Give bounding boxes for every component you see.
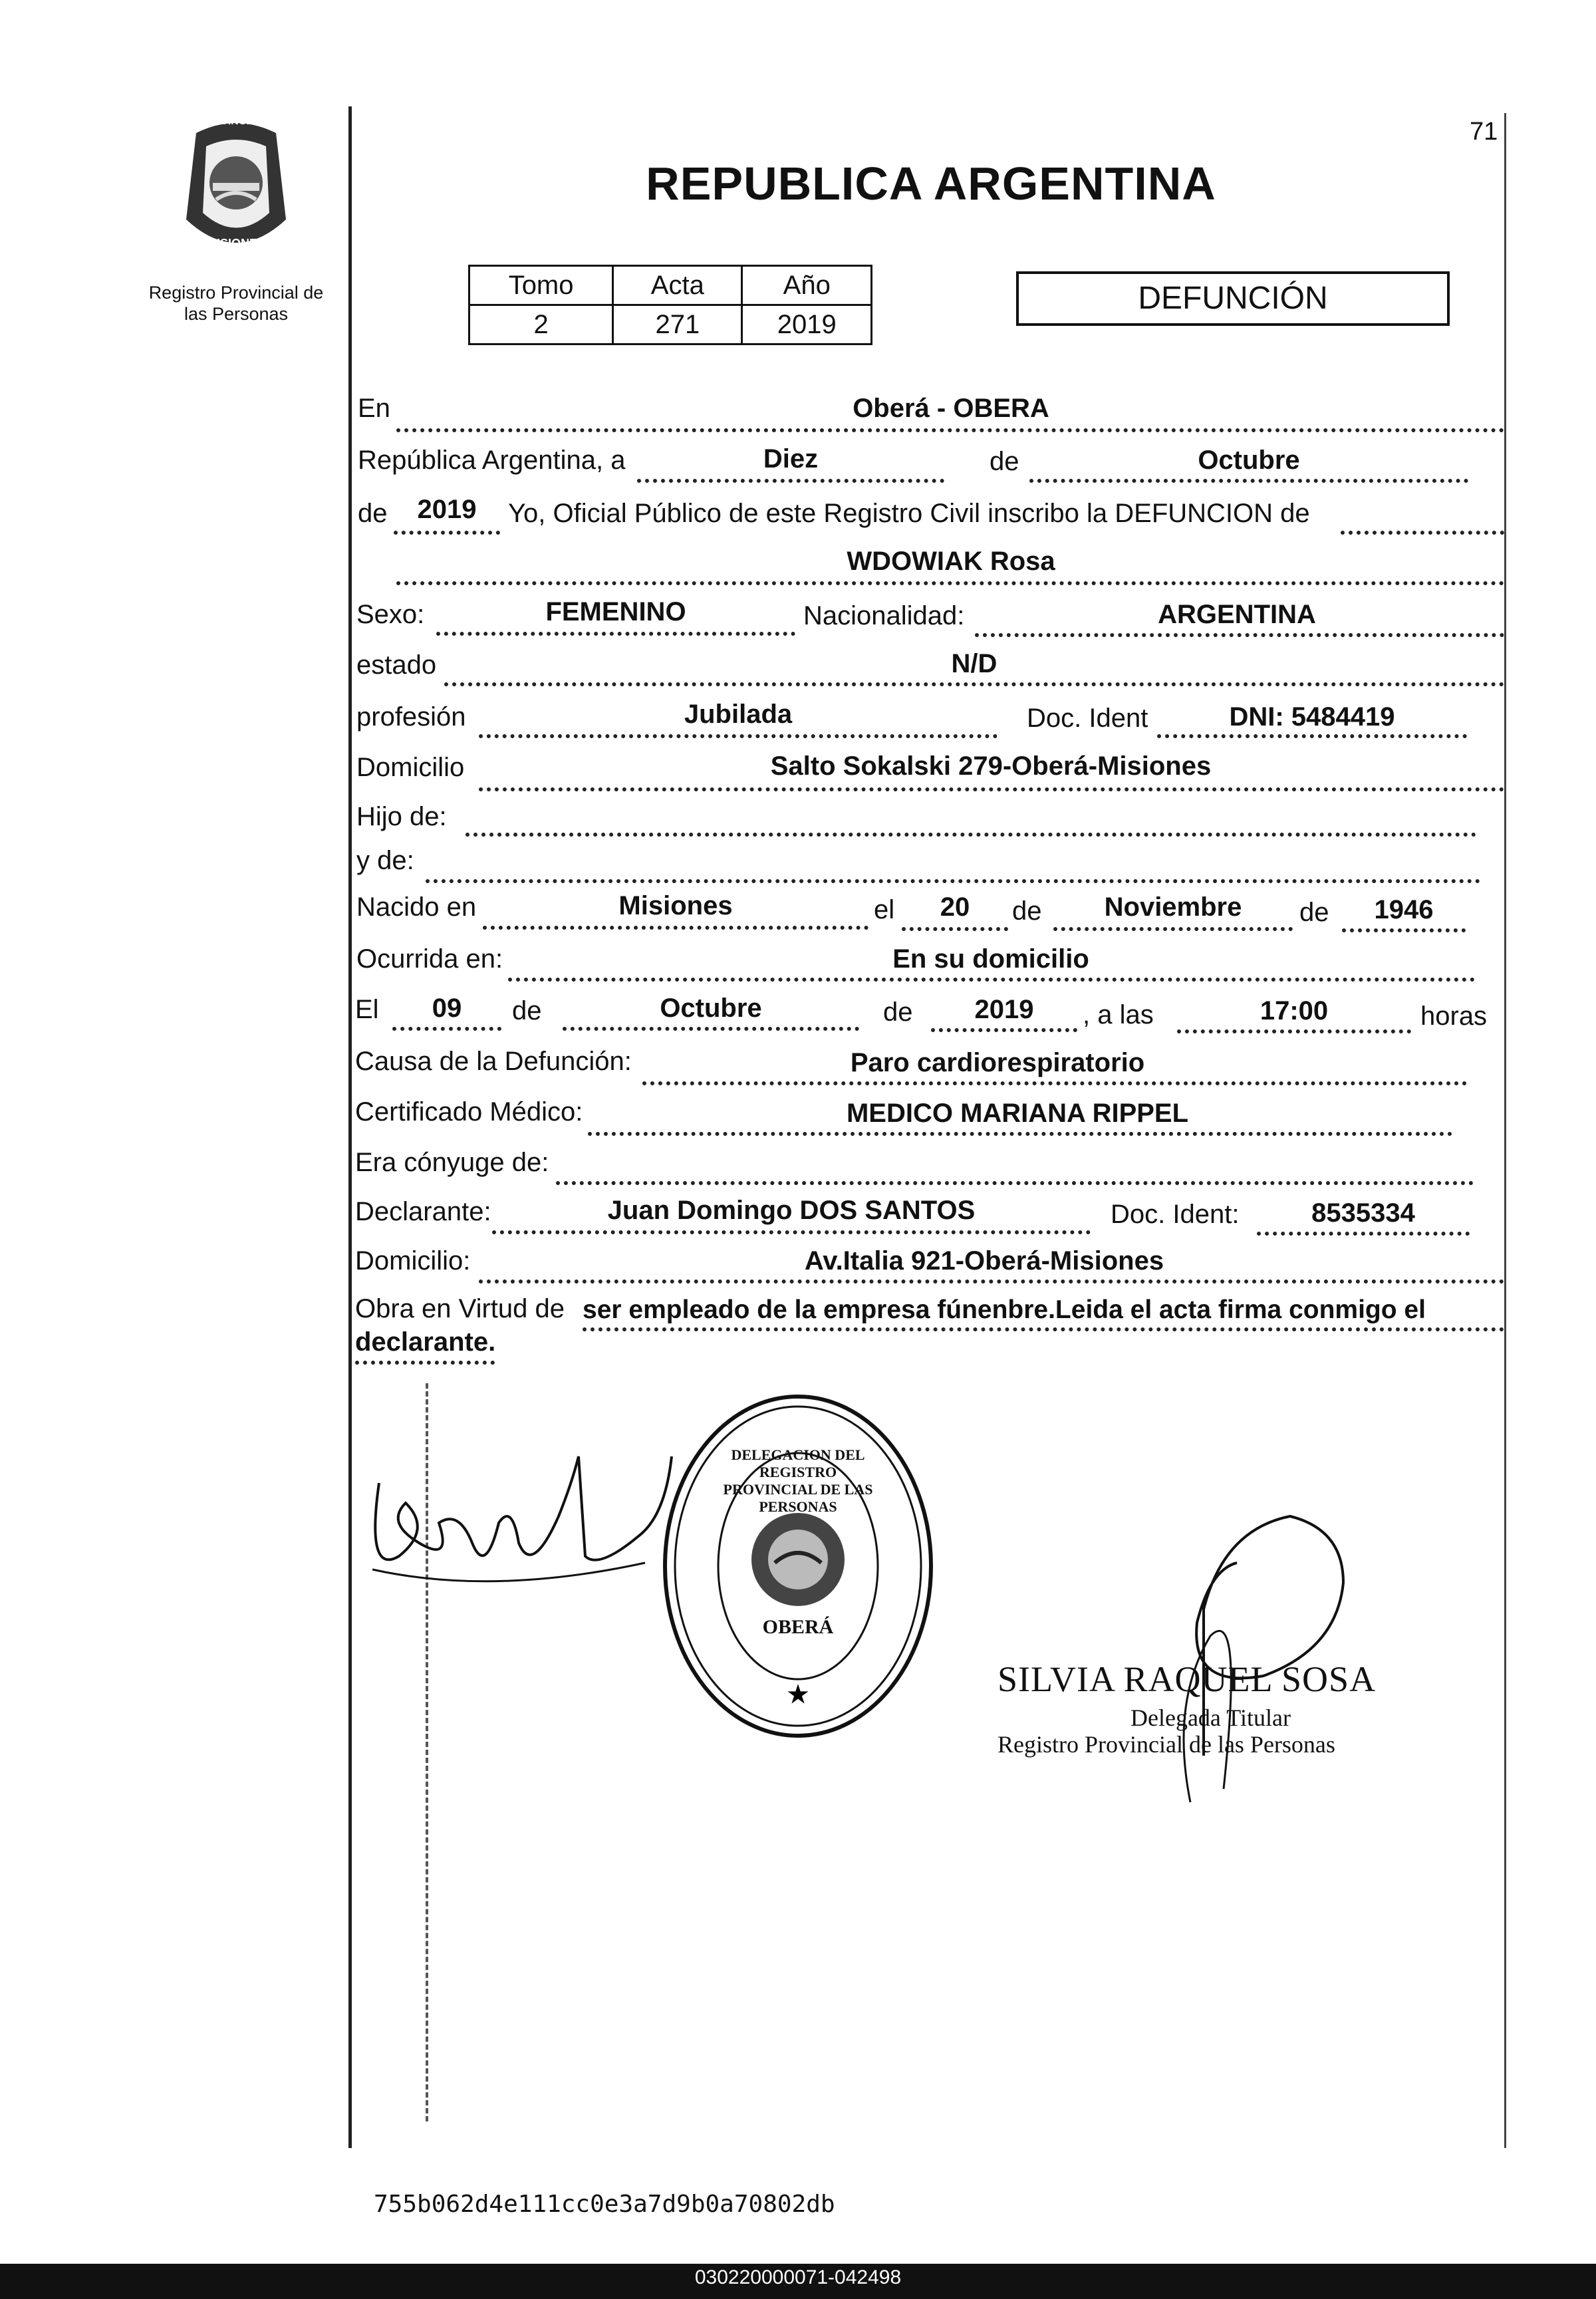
day-value: Diez xyxy=(763,444,819,473)
conyuge-dotted-line xyxy=(556,1181,1474,1185)
nacionalidad-label: Nacionalidad: xyxy=(803,601,965,630)
sexo-dotted-line xyxy=(436,632,795,636)
official-role: Delegada Titular xyxy=(1130,1704,1291,1731)
de-label-1: de xyxy=(990,447,1019,476)
header-anio: Año xyxy=(742,266,872,305)
value-acta: 271 xyxy=(613,305,742,344)
y-de-label: y de: xyxy=(356,846,414,875)
estado-label: estado xyxy=(356,650,437,680)
declarante-label: Declarante: xyxy=(355,1197,491,1226)
emblem-caption-line2: las Personas xyxy=(184,304,289,324)
obra-line-1: ser empleado de la empresa fúnenbre.Leida el acta firma conmigo el xyxy=(583,1295,1426,1324)
causa-value: Paro cardiorespiratorio xyxy=(850,1048,1145,1077)
yo-dotted-line xyxy=(1341,531,1504,535)
de-label-2: de xyxy=(358,499,388,528)
muerte-anio-dotted-line xyxy=(931,1028,1077,1032)
seal-text-top: PROVINCIA DE xyxy=(198,116,275,127)
domicilio-dotted-line xyxy=(479,787,1504,791)
hora-dotted-line xyxy=(1177,1029,1411,1033)
domicilio-label: Domicilio xyxy=(356,753,465,782)
estado-value: N/D xyxy=(951,649,998,678)
footer-code: 030220000071-042498 xyxy=(694,2266,902,2288)
nacido-mes-dotted-line xyxy=(1053,927,1293,931)
nacido-anio-value: 1946 xyxy=(1374,895,1434,924)
month-value: Octubre xyxy=(1198,446,1300,475)
place-value: Oberá - OBERA xyxy=(853,394,1049,423)
registry-table xyxy=(468,265,872,345)
certificado-value: MEDICO MARIANA RIPPEL xyxy=(846,1099,1189,1128)
stamp-ring-text: DELEGACION DEL REGISTRO PROVINCIAL DE LAS PERSONAS xyxy=(723,1446,873,1515)
official-signature xyxy=(1091,1503,1357,1809)
de-label-5: de xyxy=(512,996,542,1025)
republica-label: República Argentina, a xyxy=(358,446,626,475)
doc-ident2-value: 8535334 xyxy=(1311,1198,1415,1228)
nacido-en-dotted-line xyxy=(483,926,868,930)
emblem-caption xyxy=(126,282,346,325)
month-dotted-line xyxy=(1029,479,1468,483)
causa-dotted-line xyxy=(642,1081,1467,1085)
muerte-anio-value: 2019 xyxy=(974,995,1034,1024)
stamp-city: OBERÁ xyxy=(762,1616,834,1638)
doc-ident2-label: Doc. Ident: xyxy=(1111,1200,1240,1229)
muerte-mes-value: Octubre xyxy=(660,994,762,1023)
hora-value: 17:00 xyxy=(1260,996,1329,1025)
value-tomo: 2 xyxy=(469,305,613,344)
header-tomo: Tomo xyxy=(469,266,613,305)
causa-label: Causa de la Defunción: xyxy=(355,1047,632,1076)
page-title: REPUBLICA ARGENTINA xyxy=(646,158,1216,209)
horas-label: horas xyxy=(1420,1002,1488,1031)
nacionalidad-value: ARGENTINA xyxy=(1158,600,1316,629)
obra-label: Obra en Virtud de xyxy=(355,1294,565,1323)
sexo-label: Sexo: xyxy=(356,600,425,629)
document-type-box: DEFUNCIÓN xyxy=(1016,271,1450,326)
certificado-label: Certificado Médico: xyxy=(355,1097,583,1127)
de-label-4: de xyxy=(1299,898,1329,927)
doc-ident-dotted-line xyxy=(1157,734,1467,738)
value-anio: 2019 xyxy=(742,305,872,344)
a-las-label: , a las xyxy=(1083,1000,1154,1029)
muerte-mes-dotted-line xyxy=(563,1027,859,1031)
domicilio2-value: Av.Italia 921-Oberá-Misiones xyxy=(804,1246,1164,1276)
hash-code: 755b062d4e111cc0e3a7d9b0a70802db xyxy=(374,2191,835,2218)
en-label: En xyxy=(358,394,390,423)
profesion-value: Jubilada xyxy=(684,700,793,729)
doc-ident2-dotted-line xyxy=(1257,1232,1470,1236)
nacido-label: Nacido en xyxy=(356,892,477,922)
declarante-value: Juan Domingo DOS SANTOS xyxy=(607,1196,976,1225)
estado-dotted-line xyxy=(444,682,1504,686)
day-dotted-line xyxy=(637,479,944,483)
conyuge-label: Era cónyuge de: xyxy=(355,1148,549,1177)
ocurrida-label: Ocurrida en: xyxy=(356,944,503,974)
emblem-caption-line1: Registro Provincial de xyxy=(148,283,324,303)
domicilio-value: Salto Sokalski 279-Oberá-Misiones xyxy=(770,751,1212,781)
obra-dotted-line-1 xyxy=(583,1327,1504,1331)
ocurrida-dotted-line xyxy=(508,978,1475,982)
official-name: SILVIA RAQUEL SOSA xyxy=(998,1659,1377,1699)
muerte-dia-value: 09 xyxy=(432,994,462,1023)
muerte-dia-dotted-line xyxy=(392,1027,501,1031)
declarante-dotted-line xyxy=(492,1230,1091,1234)
de-label-3: de xyxy=(1012,896,1042,926)
domicilio2-label: Domicilio: xyxy=(355,1246,471,1276)
nacido-dia-dotted-line xyxy=(902,927,1008,931)
place-dotted-line xyxy=(396,428,1504,432)
y-de-dotted-line xyxy=(426,879,1480,883)
hijo-dotted-line xyxy=(466,833,1476,837)
official-stamp xyxy=(658,1390,938,1742)
obra-line-2: declarante. xyxy=(355,1327,496,1357)
left-margin-rule xyxy=(348,106,352,2148)
hijo-label: Hijo de: xyxy=(356,802,447,831)
obra-dotted-line-2 xyxy=(355,1361,495,1365)
profesion-label: profesión xyxy=(356,702,466,732)
domicilio2-dotted-line xyxy=(479,1280,1504,1284)
profesion-dotted-line xyxy=(479,734,998,738)
declarant-signature xyxy=(359,1443,678,1603)
name-dotted-line xyxy=(396,581,1504,585)
year-value: 2019 xyxy=(417,495,477,524)
ocurrida-value: En su domicilio xyxy=(892,944,1089,974)
seal-text-bottom: MISIONES xyxy=(206,237,265,250)
sexo-value: FEMENINO xyxy=(545,597,686,626)
certificado-dotted-line xyxy=(588,1132,1452,1136)
nacido-en-value: Misiones xyxy=(618,891,733,920)
header-acta: Acta xyxy=(613,266,742,305)
nacido-mes-value: Noviembre xyxy=(1104,892,1242,922)
de-label-6: de xyxy=(883,998,913,1027)
el-label: el xyxy=(874,895,895,924)
official-office: Registro Provincial de las Personas xyxy=(998,1731,1335,1758)
year-dotted-line xyxy=(394,531,500,535)
nacido-dia-value: 20 xyxy=(940,892,970,922)
doc-ident-value: DNI: 5484419 xyxy=(1229,702,1395,732)
doc-ident-label: Doc. Ident xyxy=(1027,704,1148,733)
deceased-name: WDOWIAK Rosa xyxy=(847,547,1055,576)
el2-label: El xyxy=(355,995,379,1024)
nacionalidad-dotted-line xyxy=(975,633,1504,637)
svg-text:★: ★ xyxy=(787,1681,809,1708)
right-margin-rule xyxy=(1504,113,1506,2148)
nacido-anio-dotted-line xyxy=(1342,928,1466,932)
yo-text: Yo, Oficial Público de este Registro Civil inscribo la DEFUNCION de xyxy=(508,499,1310,528)
page-number: 71 xyxy=(1470,118,1498,146)
